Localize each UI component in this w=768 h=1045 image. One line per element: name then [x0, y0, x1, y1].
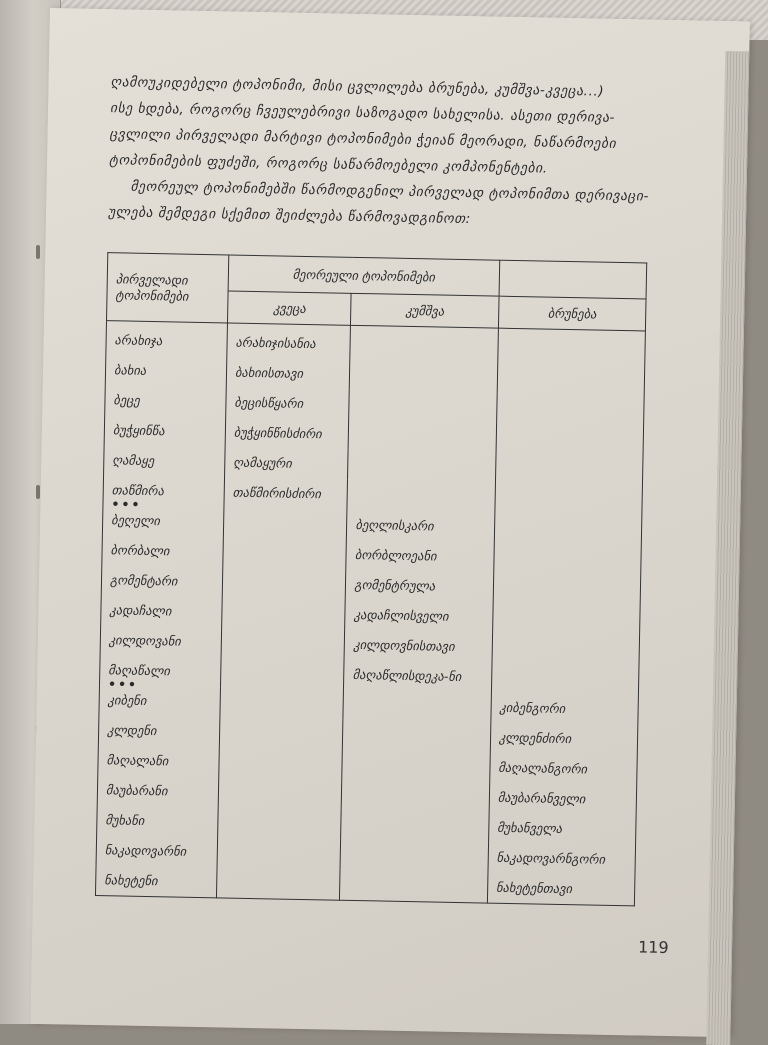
cell-text: მაღაწალი	[108, 662, 171, 679]
cell-kumshva	[343, 720, 491, 753]
cell-brunva	[492, 603, 640, 636]
cell-kvetsa	[218, 807, 342, 839]
header-brunva: ბრუნება	[498, 296, 646, 331]
header-kvetsa: კვეცა	[227, 291, 351, 325]
cell-kumshva	[350, 360, 498, 393]
cell-text: არახიჯისანია	[235, 334, 316, 352]
cell-text: მაღაწლისდეკა-ნი	[352, 666, 462, 685]
cell-text: ბუჭყინწა	[112, 422, 165, 439]
cell-kvetsa	[217, 837, 341, 869]
cell-primary	[102, 496, 224, 537]
cell-text: თაწმირისძირი	[232, 484, 322, 502]
text-line: ღამოუკიდებელი ტოპონიმი, მისი ცვლილება ბრუნება, კუმშვა-კვეცა...)	[110, 74, 605, 100]
cell-brunva	[490, 753, 638, 786]
cell-brunva	[491, 663, 639, 696]
cell-text: მუხანი	[105, 812, 145, 828]
cell-text: კილდოვნისთავი	[353, 636, 455, 654]
cell-text: კიბენი	[107, 692, 147, 708]
cell-brunva	[494, 513, 642, 546]
cell-brunva	[496, 393, 644, 426]
cell-text: მაღალანი	[106, 752, 169, 769]
book-page	[30, 8, 749, 1037]
cell-brunva	[487, 873, 635, 906]
cell-kumshva	[350, 325, 498, 362]
cell-primary	[98, 745, 220, 777]
cell-kvetsa	[219, 747, 343, 779]
cell-text: კიბენგორი	[499, 699, 566, 717]
cell-brunva	[494, 543, 642, 576]
cell-primary	[102, 535, 224, 567]
cell-kumshva	[340, 840, 488, 873]
cell-text: ღამაყე	[112, 452, 155, 469]
toponym-table	[95, 252, 647, 906]
text-line: ულება შემდეგი სქემით შეიძლება წარმოვადგინოთ:	[107, 204, 472, 228]
cell-text: კადაჩალი	[109, 602, 172, 619]
text-line: ტოპონიმების ფუძეში, როგორც საწარმოებელი კომპონენტები.	[108, 152, 548, 177]
cell-text: ბორბალი	[110, 542, 170, 559]
cell-text: თაწმირა	[111, 482, 165, 499]
cell-brunva	[491, 693, 639, 726]
cell-kumshva	[344, 630, 492, 663]
cell-kumshva	[346, 570, 494, 603]
cell-text: ნახეტენთავი	[495, 879, 573, 897]
cell-kumshva	[347, 480, 495, 513]
cell-text: გომენტრულა	[354, 576, 436, 594]
cell-text: ნაკადოვარნი	[104, 842, 187, 859]
cell-kumshva	[349, 390, 497, 423]
header-kumshva: კუმშვა	[351, 293, 499, 328]
cell-primary	[96, 835, 218, 867]
cell-kumshva	[342, 780, 490, 813]
text-line: ცვლილი პირველადი მარტივი ტოპონიმები ჭეიან მეორადი, ნაწარმოები	[109, 126, 617, 152]
cell-kvetsa	[225, 417, 349, 449]
cell-primary	[106, 321, 228, 358]
cell-brunva	[490, 723, 638, 756]
cell-primary	[101, 565, 223, 597]
cell-text: ბეღელი	[111, 512, 161, 529]
cell-primary	[97, 805, 219, 837]
cell-brunva	[488, 843, 636, 876]
cell-kvetsa	[227, 323, 351, 360]
cell-kvetsa	[219, 717, 343, 749]
cell-primary	[105, 355, 227, 387]
cell-primary	[97, 775, 219, 807]
cell-text: გომენტარი	[109, 572, 178, 589]
cell-brunva	[497, 363, 645, 396]
cell-text: არახიჯა	[114, 332, 163, 349]
cell-primary	[100, 625, 222, 657]
cell-kvetsa	[221, 627, 345, 659]
header-secondary-toponyms: მეორეული ტოპონიმები	[228, 255, 499, 296]
cell-brunva	[495, 453, 643, 486]
cell-text: ბეცისწყარი	[234, 394, 304, 411]
cell-text: კილდოვანი	[108, 632, 181, 649]
cell-brunva	[488, 813, 636, 846]
cell-text: ბორბლოეანი	[354, 546, 437, 564]
cell-text: მაღალანგორი	[498, 759, 588, 777]
cell-kumshva	[347, 510, 495, 543]
cell-kvetsa	[226, 387, 350, 419]
page-stack-edge	[706, 51, 749, 1045]
header-empty	[499, 260, 647, 299]
cell-primary	[98, 715, 220, 747]
cell-brunva	[493, 573, 641, 606]
cell-brunva	[492, 633, 640, 666]
cell-brunva	[496, 423, 644, 456]
binding-stitch	[36, 245, 40, 259]
cell-kumshva	[346, 540, 494, 573]
binding-stitch	[36, 485, 40, 499]
cell-kumshva	[340, 870, 488, 903]
cell-kvetsa	[225, 447, 349, 479]
ellipsis-marker: •••	[107, 676, 139, 692]
cell-kumshva	[345, 600, 493, 633]
cell-kumshva	[344, 660, 492, 693]
cell-text: ბუჭყინწისძირი	[233, 424, 322, 442]
cell-kvetsa	[223, 537, 347, 569]
cell-primary	[104, 445, 226, 477]
cell-text: კადაჩლისველი	[353, 606, 449, 624]
cell-brunva	[498, 328, 646, 365]
cell-kvetsa	[223, 507, 347, 539]
text-line: მეორეულ ტოპონიმებში წარმოდგენილ პირველად ტოპონიმთა დერივაცი-	[130, 178, 650, 205]
header-primary-toponyms: პირველადი ტოპონიმები	[107, 253, 229, 323]
cell-text: კლდენძირი	[498, 729, 572, 747]
cell-kumshva	[348, 450, 496, 483]
cell-primary	[104, 415, 226, 447]
body-text	[108, 69, 671, 236]
cell-kvetsa	[220, 657, 344, 689]
cell-kvetsa	[220, 687, 344, 719]
cell-text: მაუბარანი	[105, 782, 168, 799]
cell-brunva	[489, 783, 637, 816]
table-body	[95, 321, 645, 906]
cell-text: ნახეტენი	[104, 872, 158, 889]
cell-kumshva	[341, 810, 489, 843]
cell-text: ბეცე	[113, 392, 140, 408]
cell-kvetsa	[224, 477, 348, 509]
cell-text: კლდენი	[107, 722, 157, 739]
cell-kvetsa	[222, 567, 346, 599]
cell-primary	[105, 385, 227, 417]
cell-primary	[101, 595, 223, 627]
cell-kumshva	[342, 750, 490, 783]
cell-text: ნაკადოვარნგორი	[496, 849, 606, 867]
cell-text: ბახია	[113, 362, 147, 378]
ellipsis-marker: •••	[111, 496, 142, 512]
cell-kvetsa	[222, 597, 346, 629]
cell-kvetsa	[218, 777, 342, 809]
cell-text: მუხანველა	[497, 819, 563, 836]
cell-text: მაუბარანველი	[497, 789, 586, 807]
cell-kvetsa	[216, 867, 340, 900]
cell-kumshva	[349, 420, 497, 453]
cell-text: ბეღლისკარი	[355, 516, 434, 534]
cell-kumshva	[343, 690, 491, 723]
cell-brunva	[495, 483, 643, 516]
text-line: ისე ხდება, როგორც ჩვეულებრივი საზოგადო სახელისა. ასეთი დერივა-	[109, 100, 616, 126]
cell-text: ღამაყური	[233, 454, 292, 471]
cell-text: ბახიისთავი	[234, 364, 304, 381]
cell-kvetsa	[226, 357, 350, 389]
cell-primary	[99, 676, 221, 717]
cell-primary	[95, 865, 217, 898]
page-number: 119	[637, 937, 669, 958]
